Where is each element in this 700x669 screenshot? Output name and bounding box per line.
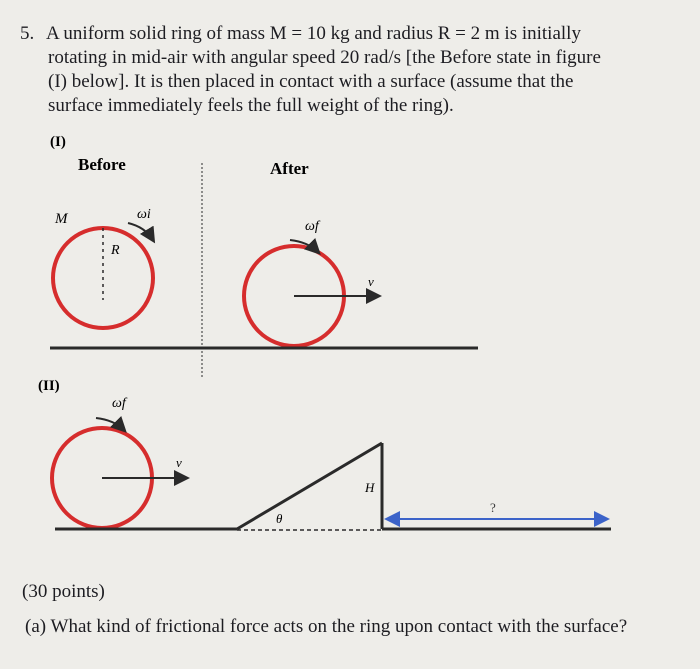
problem-line-4: surface immediately feels the full weight of the ring).: [48, 95, 454, 116]
problem-line-1: A uniform solid ring of mass M = 10 kg and radius R = 2 m is initially: [46, 23, 581, 44]
question-a-text: What kind of frictional force acts on the ring upon contact with the surface?: [50, 616, 628, 637]
after-label: After: [270, 159, 309, 178]
problem-line-2: rotating in mid-air with angular speed 20 rad/s [the Before state in figure: [48, 47, 601, 68]
mass-label: M: [55, 211, 68, 227]
before-label: Before: [78, 155, 126, 174]
unknown-label: ?: [490, 500, 496, 515]
omega-f-label-2: ωf: [112, 396, 126, 411]
velocity-label-1: v: [368, 274, 374, 289]
radius-label: R: [111, 243, 120, 258]
points-label: (30 points): [22, 581, 105, 602]
velocity-label-2: v: [176, 455, 182, 470]
part-2-label: (II): [38, 378, 60, 394]
angle-label: θ: [276, 511, 283, 526]
question-a: [25, 615, 675, 639]
ramp: [237, 443, 382, 529]
omega-i-label: ωi: [137, 207, 151, 222]
omega-f-label-1: ωf: [305, 219, 319, 234]
question-a-label: (a): [25, 616, 47, 637]
problem-number: 5.: [20, 23, 35, 44]
part-1-label: (I): [50, 134, 66, 150]
problem-line-3: (I) below]. It is then placed in contact with a surface (assume that the: [48, 71, 574, 92]
height-label: H: [365, 480, 375, 495]
